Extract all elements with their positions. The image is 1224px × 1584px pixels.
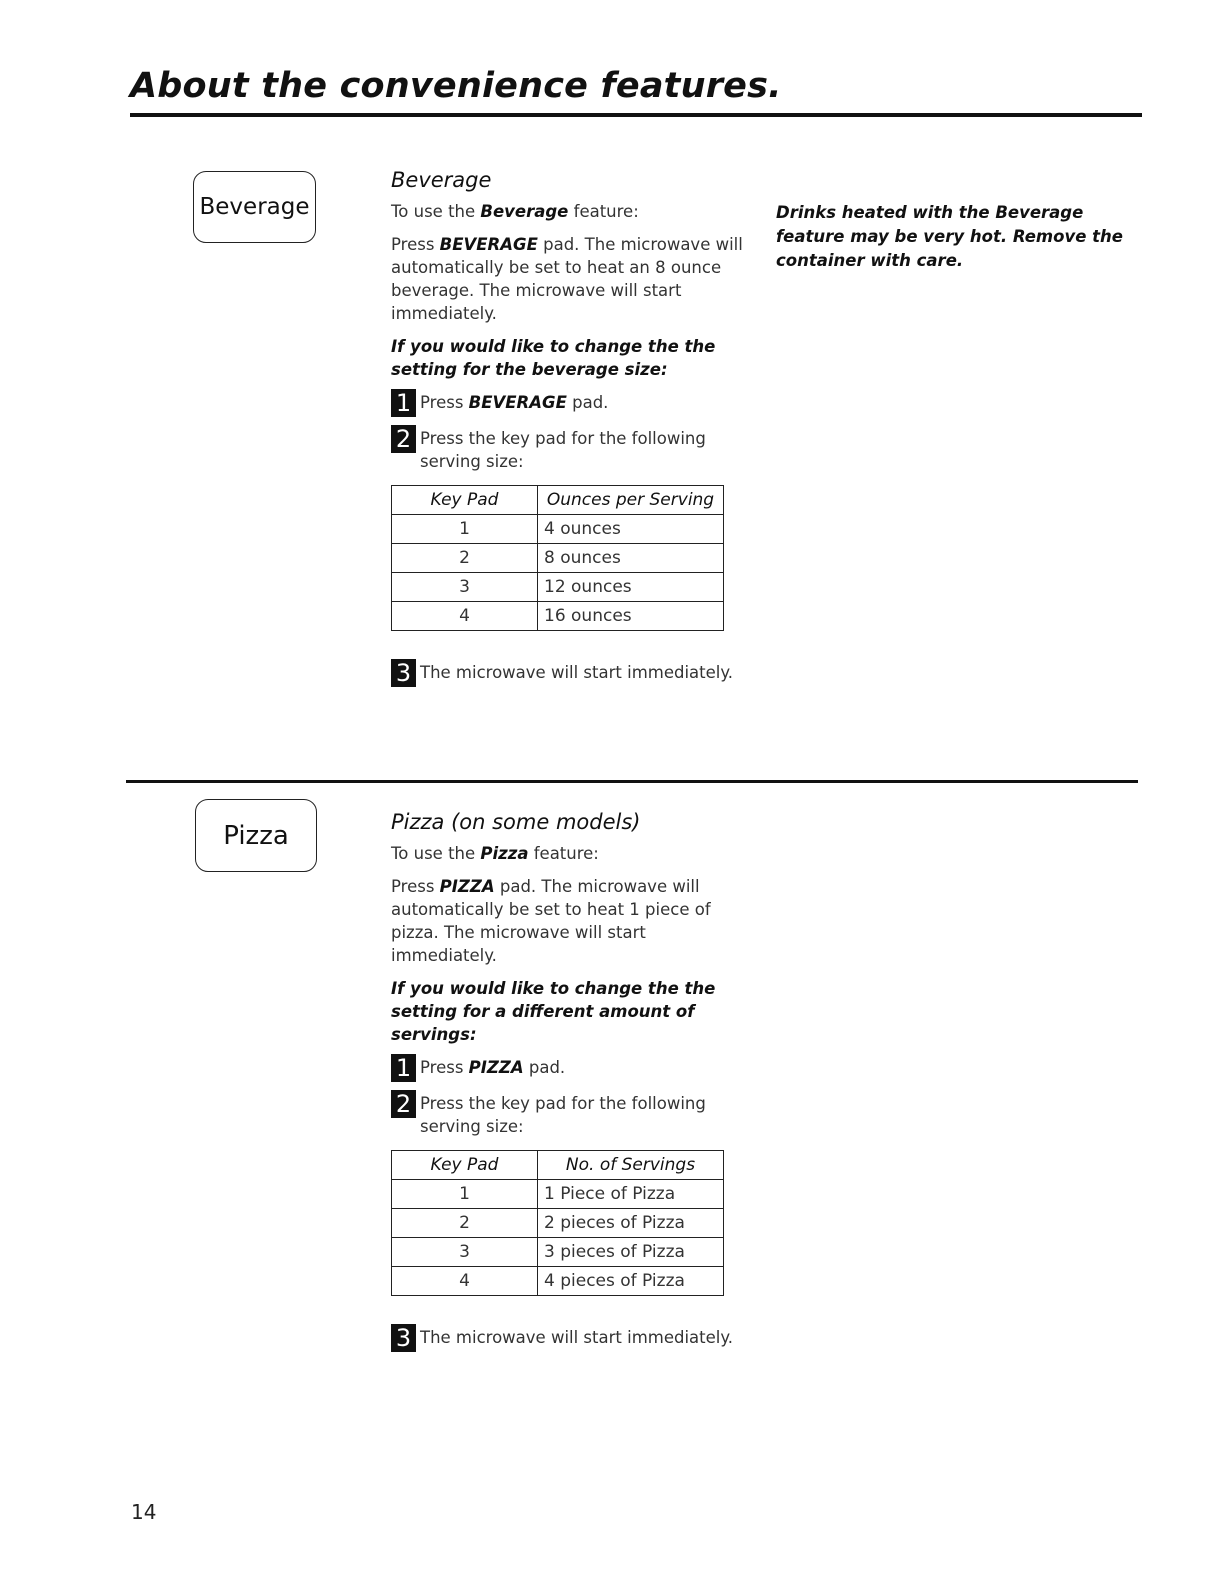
beverage-step-1 <box>391 391 751 417</box>
table-cell: 8 ounces <box>538 544 724 573</box>
table-row <box>392 602 724 631</box>
table-cell: 4 pieces of Pizza <box>538 1267 724 1296</box>
step-text: Press PIZZA pad. <box>420 1058 566 1077</box>
pizza-serving-table <box>391 1150 724 1296</box>
table-cell: 1 Piece of Pizza <box>538 1180 724 1209</box>
pizza-button[interactable]: Pizza <box>195 799 317 872</box>
table-cell: 1 <box>392 1180 538 1209</box>
table-row <box>392 1209 724 1238</box>
pizza-intro: To use the Pizza feature: <box>391 844 599 863</box>
table-row <box>392 515 724 544</box>
pizza-step-3 <box>391 1326 751 1352</box>
step-number-3: 3 <box>391 659 416 687</box>
step-text: The microwave will start immediately. <box>420 1328 734 1347</box>
table-cell: 3 <box>392 1238 538 1267</box>
table-cell: 2 <box>392 1209 538 1238</box>
table-cell: 3 <box>392 573 538 602</box>
table-header-row <box>392 486 724 515</box>
title-rule <box>130 113 1142 117</box>
table-cell: 4 ounces <box>538 515 724 544</box>
step-text: Press BEVERAGE pad. <box>420 393 609 412</box>
table-row <box>392 1238 724 1267</box>
table-header-row <box>392 1151 724 1180</box>
table-cell: 3 pieces of Pizza <box>538 1238 724 1267</box>
beverage-description: Press BEVERAGE pad. The microwave will automatically be set to heat an 8 ounce beverage. The microwave will start immediately. <box>391 235 743 323</box>
step-text: Press the key pad for the following serving size: <box>420 429 706 471</box>
beverage-subheading: If you would like to change the the setting for the beverage size: <box>391 337 716 379</box>
step-number-2: 2 <box>391 1090 416 1118</box>
table-cell: 12 ounces <box>538 573 724 602</box>
beverage-step-2 <box>391 427 751 473</box>
pizza-step-1 <box>391 1056 751 1082</box>
beverage-button[interactable]: Beverage <box>193 171 316 243</box>
pizza-heading: Pizza (on some models) <box>391 810 641 834</box>
step-text: Press the key pad for the following serving size: <box>420 1094 706 1136</box>
beverage-section <box>391 166 751 687</box>
table-row <box>392 1267 724 1296</box>
step-text: The microwave will start immediately. <box>420 663 734 682</box>
table-cell: 2 <box>392 544 538 573</box>
step-number-1: 1 <box>391 389 416 417</box>
pizza-section <box>391 808 751 1352</box>
table-cell: 16 ounces <box>538 602 724 631</box>
step-number-3: 3 <box>391 1324 416 1352</box>
page-number: 14 <box>131 1500 157 1524</box>
beverage-step-3 <box>391 661 751 687</box>
beverage-heading: Beverage <box>391 168 492 192</box>
table-header: Ounces per Serving <box>538 486 724 515</box>
page-title: About the convenience features. <box>130 66 782 106</box>
table-header: No. of Servings <box>538 1151 724 1180</box>
table-header: Key Pad <box>392 1151 538 1180</box>
table-cell: 4 <box>392 1267 538 1296</box>
table-header: Key Pad <box>392 486 538 515</box>
section-divider <box>126 780 1138 783</box>
table-row <box>392 544 724 573</box>
table-cell: 4 <box>392 602 538 631</box>
beverage-caution-note: Drinks heated with the Beverage feature may be very hot. Remove the container with care. <box>776 203 1123 270</box>
table-cell: 1 <box>392 515 538 544</box>
pizza-subheading: If you would like to change the the setting for a different amount of servings: <box>391 979 716 1044</box>
step-number-2: 2 <box>391 425 416 453</box>
beverage-intro: To use the Beverage feature: <box>391 202 639 221</box>
pizza-step-2 <box>391 1092 751 1138</box>
pizza-description: Press PIZZA pad. The microwave will automatically be set to heat 1 piece of pizza. The microwave will start immediately. <box>391 877 711 965</box>
table-cell: 2 pieces of Pizza <box>538 1209 724 1238</box>
beverage-serving-table <box>391 485 724 631</box>
table-row <box>392 573 724 602</box>
table-row <box>392 1180 724 1209</box>
step-number-1: 1 <box>391 1054 416 1082</box>
